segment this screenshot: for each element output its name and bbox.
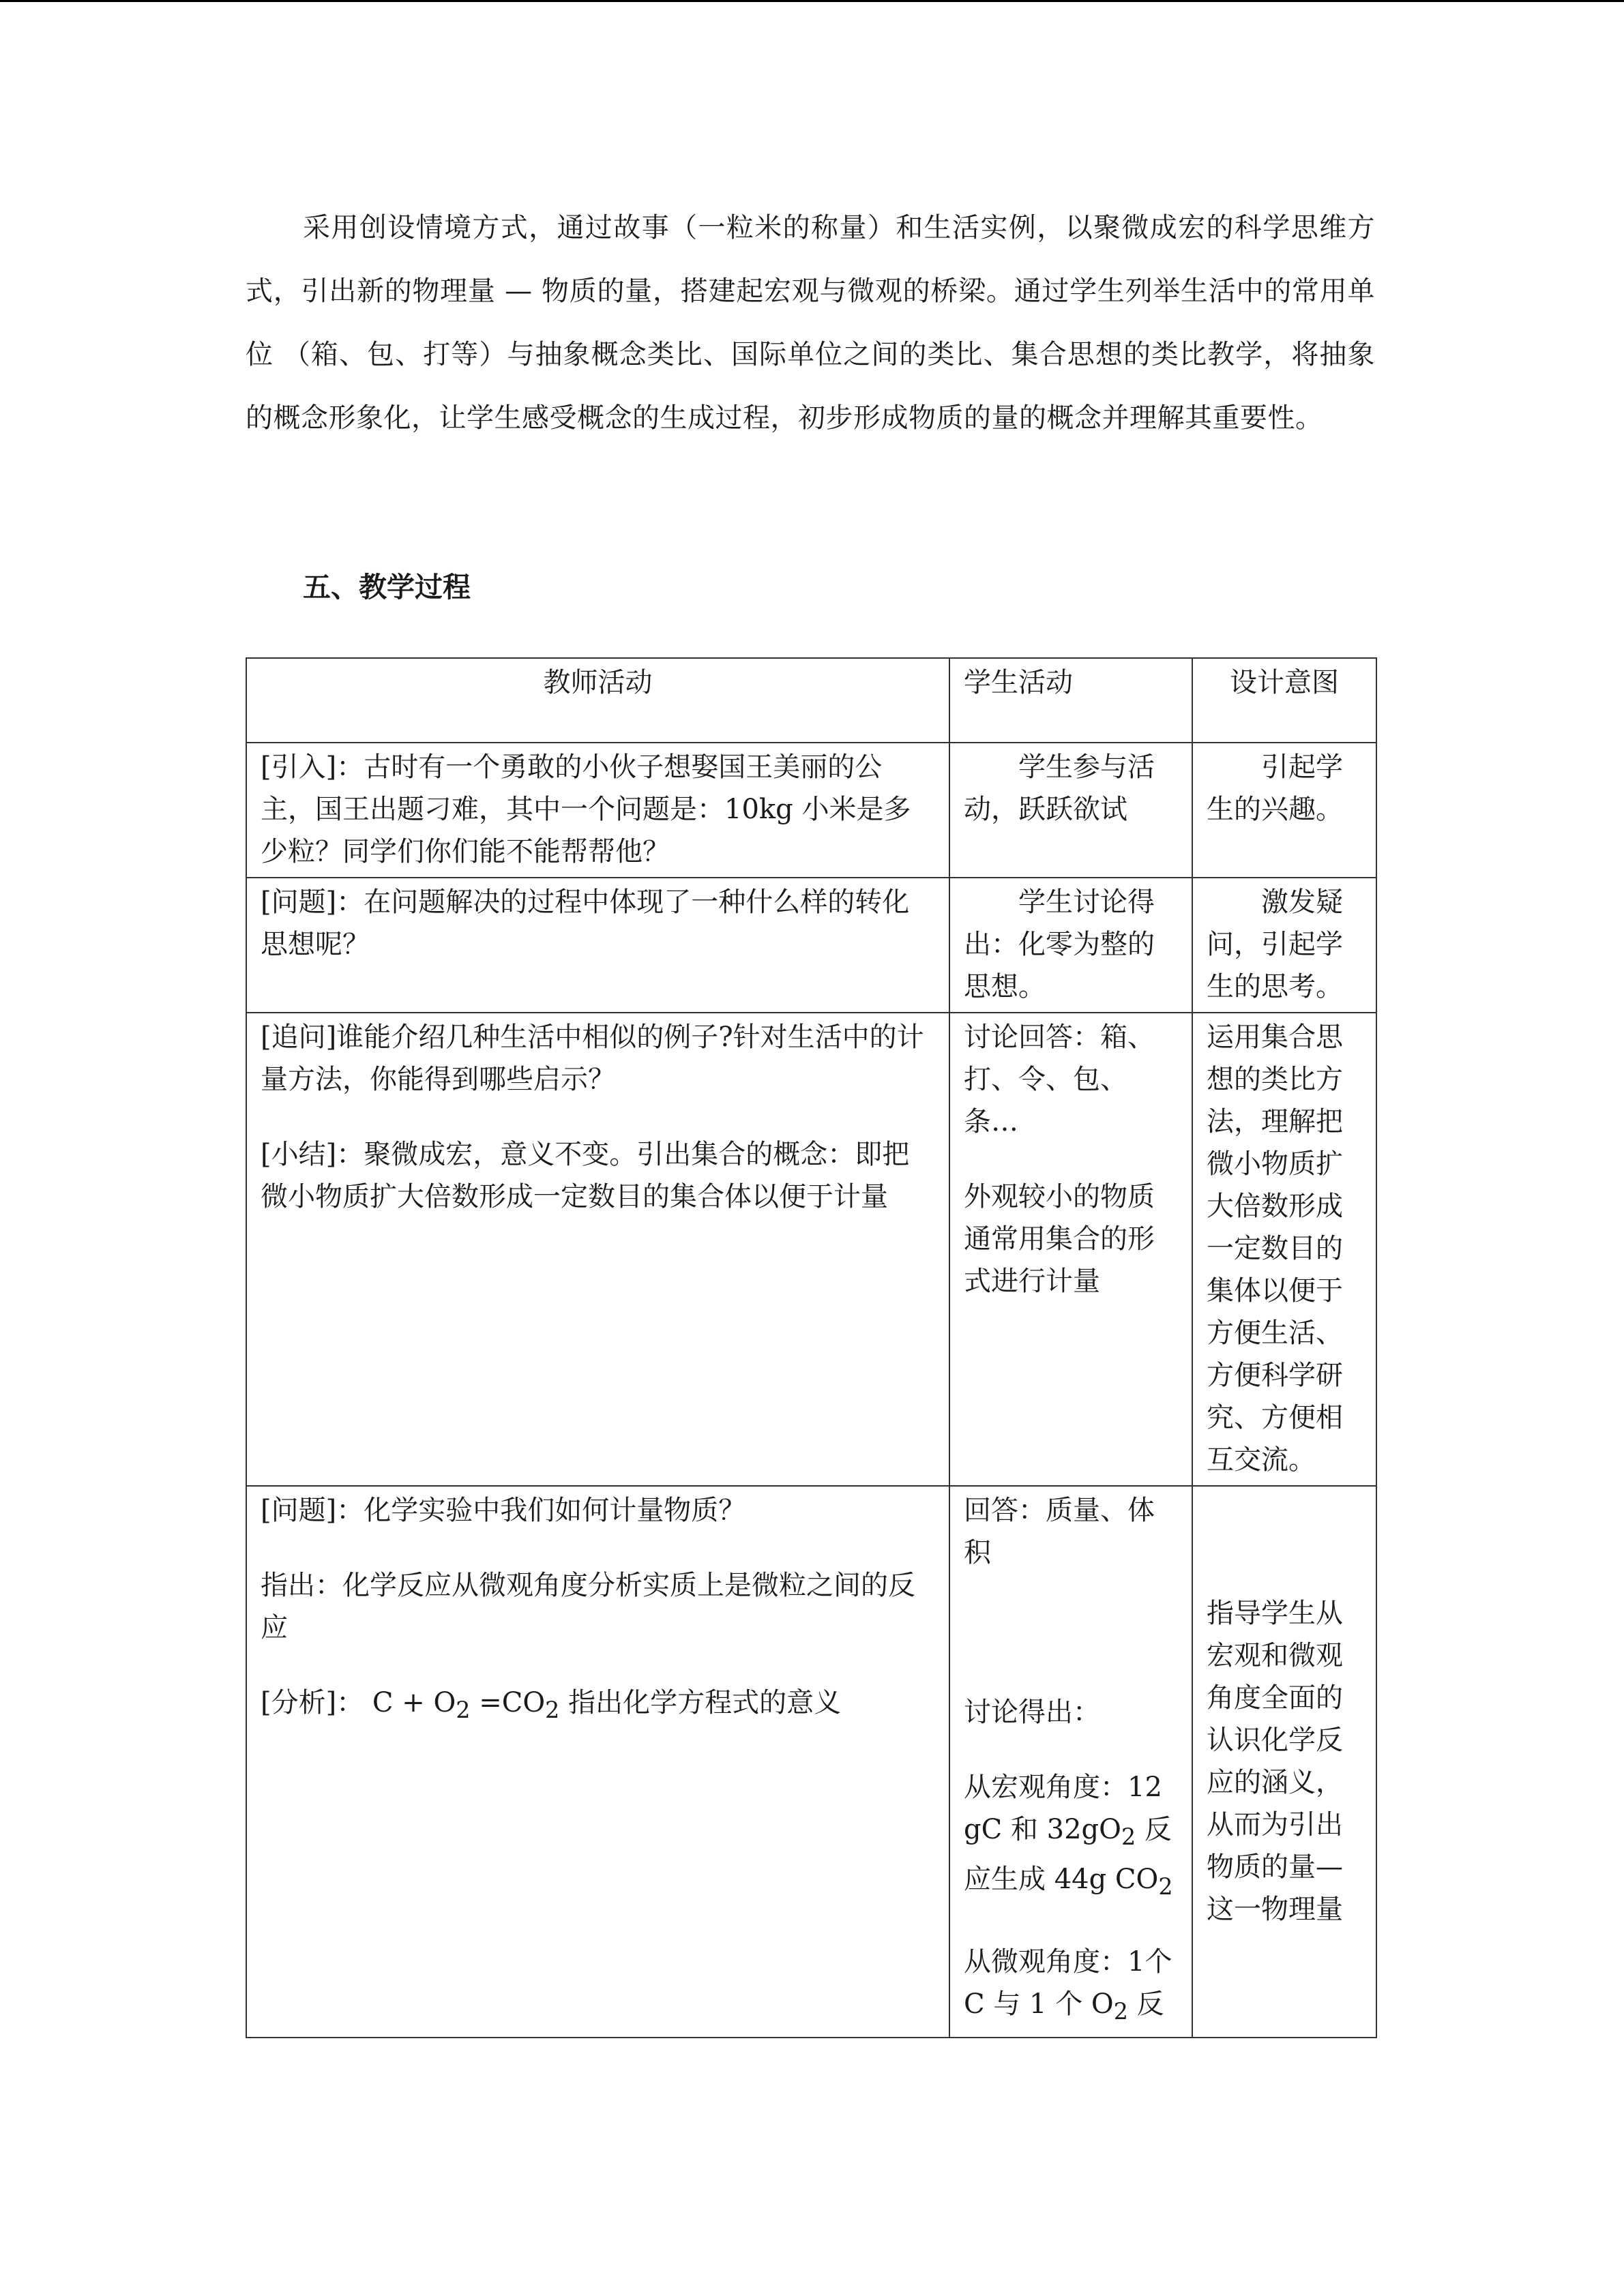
student-activity-text: 学生参与活动，跃跃欲试 — [964, 751, 1155, 825]
design-intent-text: 运用集合思想的类比方法，理解把微小物质扩大倍数形成一定数目的集体以便于方便生活、方便科学研究、方便相互交流。 — [1207, 1022, 1343, 1476]
design-intent-cell — [1192, 1486, 1376, 2038]
student-answer-text: 回答：质量、体积 — [964, 1495, 1155, 1568]
teacher-point-text: 指出：化学反应从微观角度分析实质上是微粒之间的反应 — [261, 1570, 915, 1643]
design-intent-cell — [1192, 878, 1376, 1013]
page-top-border — [0, 0, 1624, 2]
student-micro-text: 从微观角度：1个 C 与 1 个 $O_2$ 反 — [964, 1946, 1172, 2025]
teacher-activity-cell — [246, 878, 949, 1013]
student-activity-cell — [949, 1013, 1192, 1486]
teaching-process-table — [246, 657, 1377, 2038]
teacher-question-text: [问题]：化学实验中我们如何计量物质？ — [261, 1495, 746, 1526]
teacher-activity-text: [追问]谁能介绍几种生活中相似的例子?针对生活中的计量方法，你能得到哪些启示？ — [261, 1022, 924, 1095]
student-activity-text: 学生讨论得出：化零为整的思想。 — [964, 886, 1155, 1002]
table-row — [246, 743, 1376, 878]
table-row — [246, 1013, 1376, 1486]
section-heading: 五、教学过程 — [303, 571, 471, 603]
teacher-activity-cell — [246, 1013, 949, 1486]
teacher-activity-text: [问题]：在问题解决的过程中体现了一种什么样的转化思想呢？ — [261, 886, 910, 960]
teacher-activity-text: [引入]：古时有一个勇敢的小伙子想娶国王美丽的公主，国王出题刁难，其中一个问题是：10kg 小米是多少粒？同学们你们能不能帮帮他？ — [261, 751, 911, 867]
design-intent-cell — [1192, 743, 1376, 878]
student-discussion-text: 讨论得出： — [964, 1697, 1100, 1728]
teacher-activity-cell — [246, 1486, 949, 2038]
table-row — [246, 878, 1376, 1013]
header-student-activity: 学生活动 — [949, 658, 1192, 743]
design-intent-text: 引起学生的兴趣。 — [1207, 751, 1343, 825]
teacher-activity-cell — [246, 743, 949, 878]
header-teacher-activity: 教师活动 — [246, 658, 949, 743]
student-activity-cell — [949, 878, 1192, 1013]
teacher-analysis-text: [分析]： $C + O_2 =CO_2$ 指出化学方程式的意义 — [261, 1687, 842, 1723]
student-macro-text: 从宏观角度：12gC 和 $32gO_2$ 反应生成 44g $CO_2$ — [964, 1772, 1173, 1900]
student-activity-cell — [949, 1486, 1192, 2038]
intro-paragraph: 采用创设情境方式，通过故事（一粒米的称量）和生活实例，以聚微成宏的科学思维方式，引出新的物理量 — 物质的量，搭建起宏观与微观的桥梁。通过学生列举生活中的常用单位 （箱、包、打等）与抽象概念类比、国际单位之间的类比、集合思想的类比教学，将抽象的概念形象化，让学生感受概念的生成过程，初步形成物质的量的概念并理解其重要性。 — [246, 212, 1375, 434]
teacher-summary-text: [小结]：聚微成宏，意义不变。引出集合的概念：即把微小物质扩大倍数形成一定数目的集合体以便于计量 — [261, 1139, 910, 1212]
design-intent-text: 指导学生从宏观和微观角度全面的认识化学反应的涵义，从而为引出物质的量—这一物理量 — [1207, 1597, 1343, 1925]
table-row — [246, 1486, 1376, 2038]
header-design-intent: 设计意图 — [1192, 658, 1376, 743]
student-activity-text: 讨论回答：箱、打、令、包、条… — [964, 1022, 1155, 1137]
design-intent-text: 激发疑问，引起学生的思考。 — [1207, 886, 1343, 1002]
design-intent-cell — [1192, 1013, 1376, 1486]
table-header-row — [246, 658, 1376, 743]
student-activity-text: 外观较小的物质通常用集合的形式进行计量 — [964, 1181, 1155, 1297]
student-activity-cell — [949, 743, 1192, 878]
